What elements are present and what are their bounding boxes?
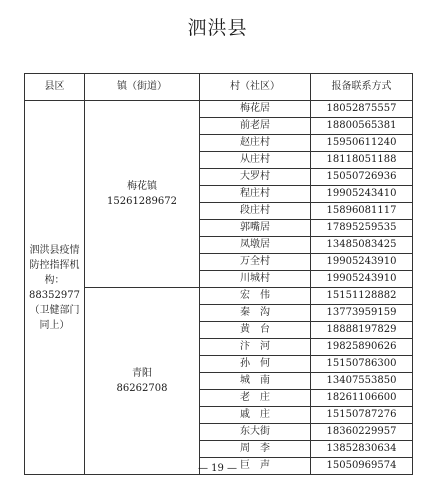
contact-cell: 19825890626 <box>311 339 413 356</box>
contact-cell: 13407553850 <box>311 373 413 390</box>
town-name: 梅花镇 <box>127 181 157 192</box>
village-cell: 黄 台 <box>200 322 311 339</box>
contact-cell: 18800565381 <box>311 118 413 135</box>
contact-cell: 18261106600 <box>311 390 413 407</box>
contact-cell: 15150787276 <box>311 407 413 424</box>
contact-cell: 13852830634 <box>311 441 413 458</box>
contact-cell: 15050969574 <box>311 458 413 475</box>
village-cell: 城 南 <box>200 373 311 390</box>
contact-cell: 15151128882 <box>311 288 413 305</box>
header-county: 县区 <box>25 74 85 101</box>
village-cell: 郭嘴居 <box>200 220 311 237</box>
village-cell: 从庄村 <box>200 152 311 169</box>
town-phone: 15261289672 <box>107 196 177 207</box>
village-cell: 东大街 <box>200 424 311 441</box>
town-cell <box>85 101 200 288</box>
village-cell: 戚 庄 <box>200 407 311 424</box>
contact-cell: 15896081117 <box>311 203 413 220</box>
contact-cell: 18360229957 <box>311 424 413 441</box>
village-cell: 秦 沟 <box>200 305 311 322</box>
contact-cell: 19905243910 <box>311 254 413 271</box>
page-number: — 19 — <box>197 463 238 474</box>
contact-table <box>24 73 413 475</box>
village-cell: 梅花居 <box>200 101 311 118</box>
village-cell: 老 庄 <box>200 390 311 407</box>
village-cell: 川城村 <box>200 271 311 288</box>
town-cell <box>85 288 200 475</box>
contact-cell: 13485083425 <box>311 237 413 254</box>
village-cell: 万全村 <box>200 254 311 271</box>
village-cell: 周 李 <box>200 441 311 458</box>
contact-cell: 18118051188 <box>311 152 413 169</box>
village-cell: 凤墩居 <box>200 237 311 254</box>
contact-cell: 19905243910 <box>311 271 413 288</box>
table-row <box>25 101 413 118</box>
town-name: 青阳 <box>132 368 152 379</box>
county-cell: 泗洪县疫情防控指挥机构：88352977（卫健部门同上） <box>25 101 85 475</box>
contact-cell: 15050726936 <box>311 169 413 186</box>
contact-cell: 17895259535 <box>311 220 413 237</box>
contact-cell: 13773959159 <box>311 305 413 322</box>
table-header-row <box>25 74 413 101</box>
village-cell: 大罗村 <box>200 169 311 186</box>
contact-cell: 18052875557 <box>311 101 413 118</box>
town-phone: 86262708 <box>116 383 168 394</box>
village-cell: 段庄村 <box>200 203 311 220</box>
village-cell: 汴 河 <box>200 339 311 356</box>
village-cell: 巨 声 <box>200 458 311 475</box>
header-town: 镇（街道） <box>85 74 200 101</box>
contact-cell: 19905243410 <box>311 186 413 203</box>
contact-cell: 15950611240 <box>311 135 413 152</box>
table-body <box>25 101 413 475</box>
village-cell: 前老居 <box>200 118 311 135</box>
village-cell: 孙 何 <box>200 356 311 373</box>
contact-cell: 18888197829 <box>311 322 413 339</box>
village-cell: 宏 伟 <box>200 288 311 305</box>
header-village: 村（社区） <box>200 74 311 101</box>
page-title: 泗洪县 <box>187 17 248 39</box>
header-contact: 报备联系方式 <box>311 74 413 101</box>
contact-cell: 15150786300 <box>311 356 413 373</box>
village-cell: 程庄村 <box>200 186 311 203</box>
village-cell: 赵庄村 <box>200 135 311 152</box>
